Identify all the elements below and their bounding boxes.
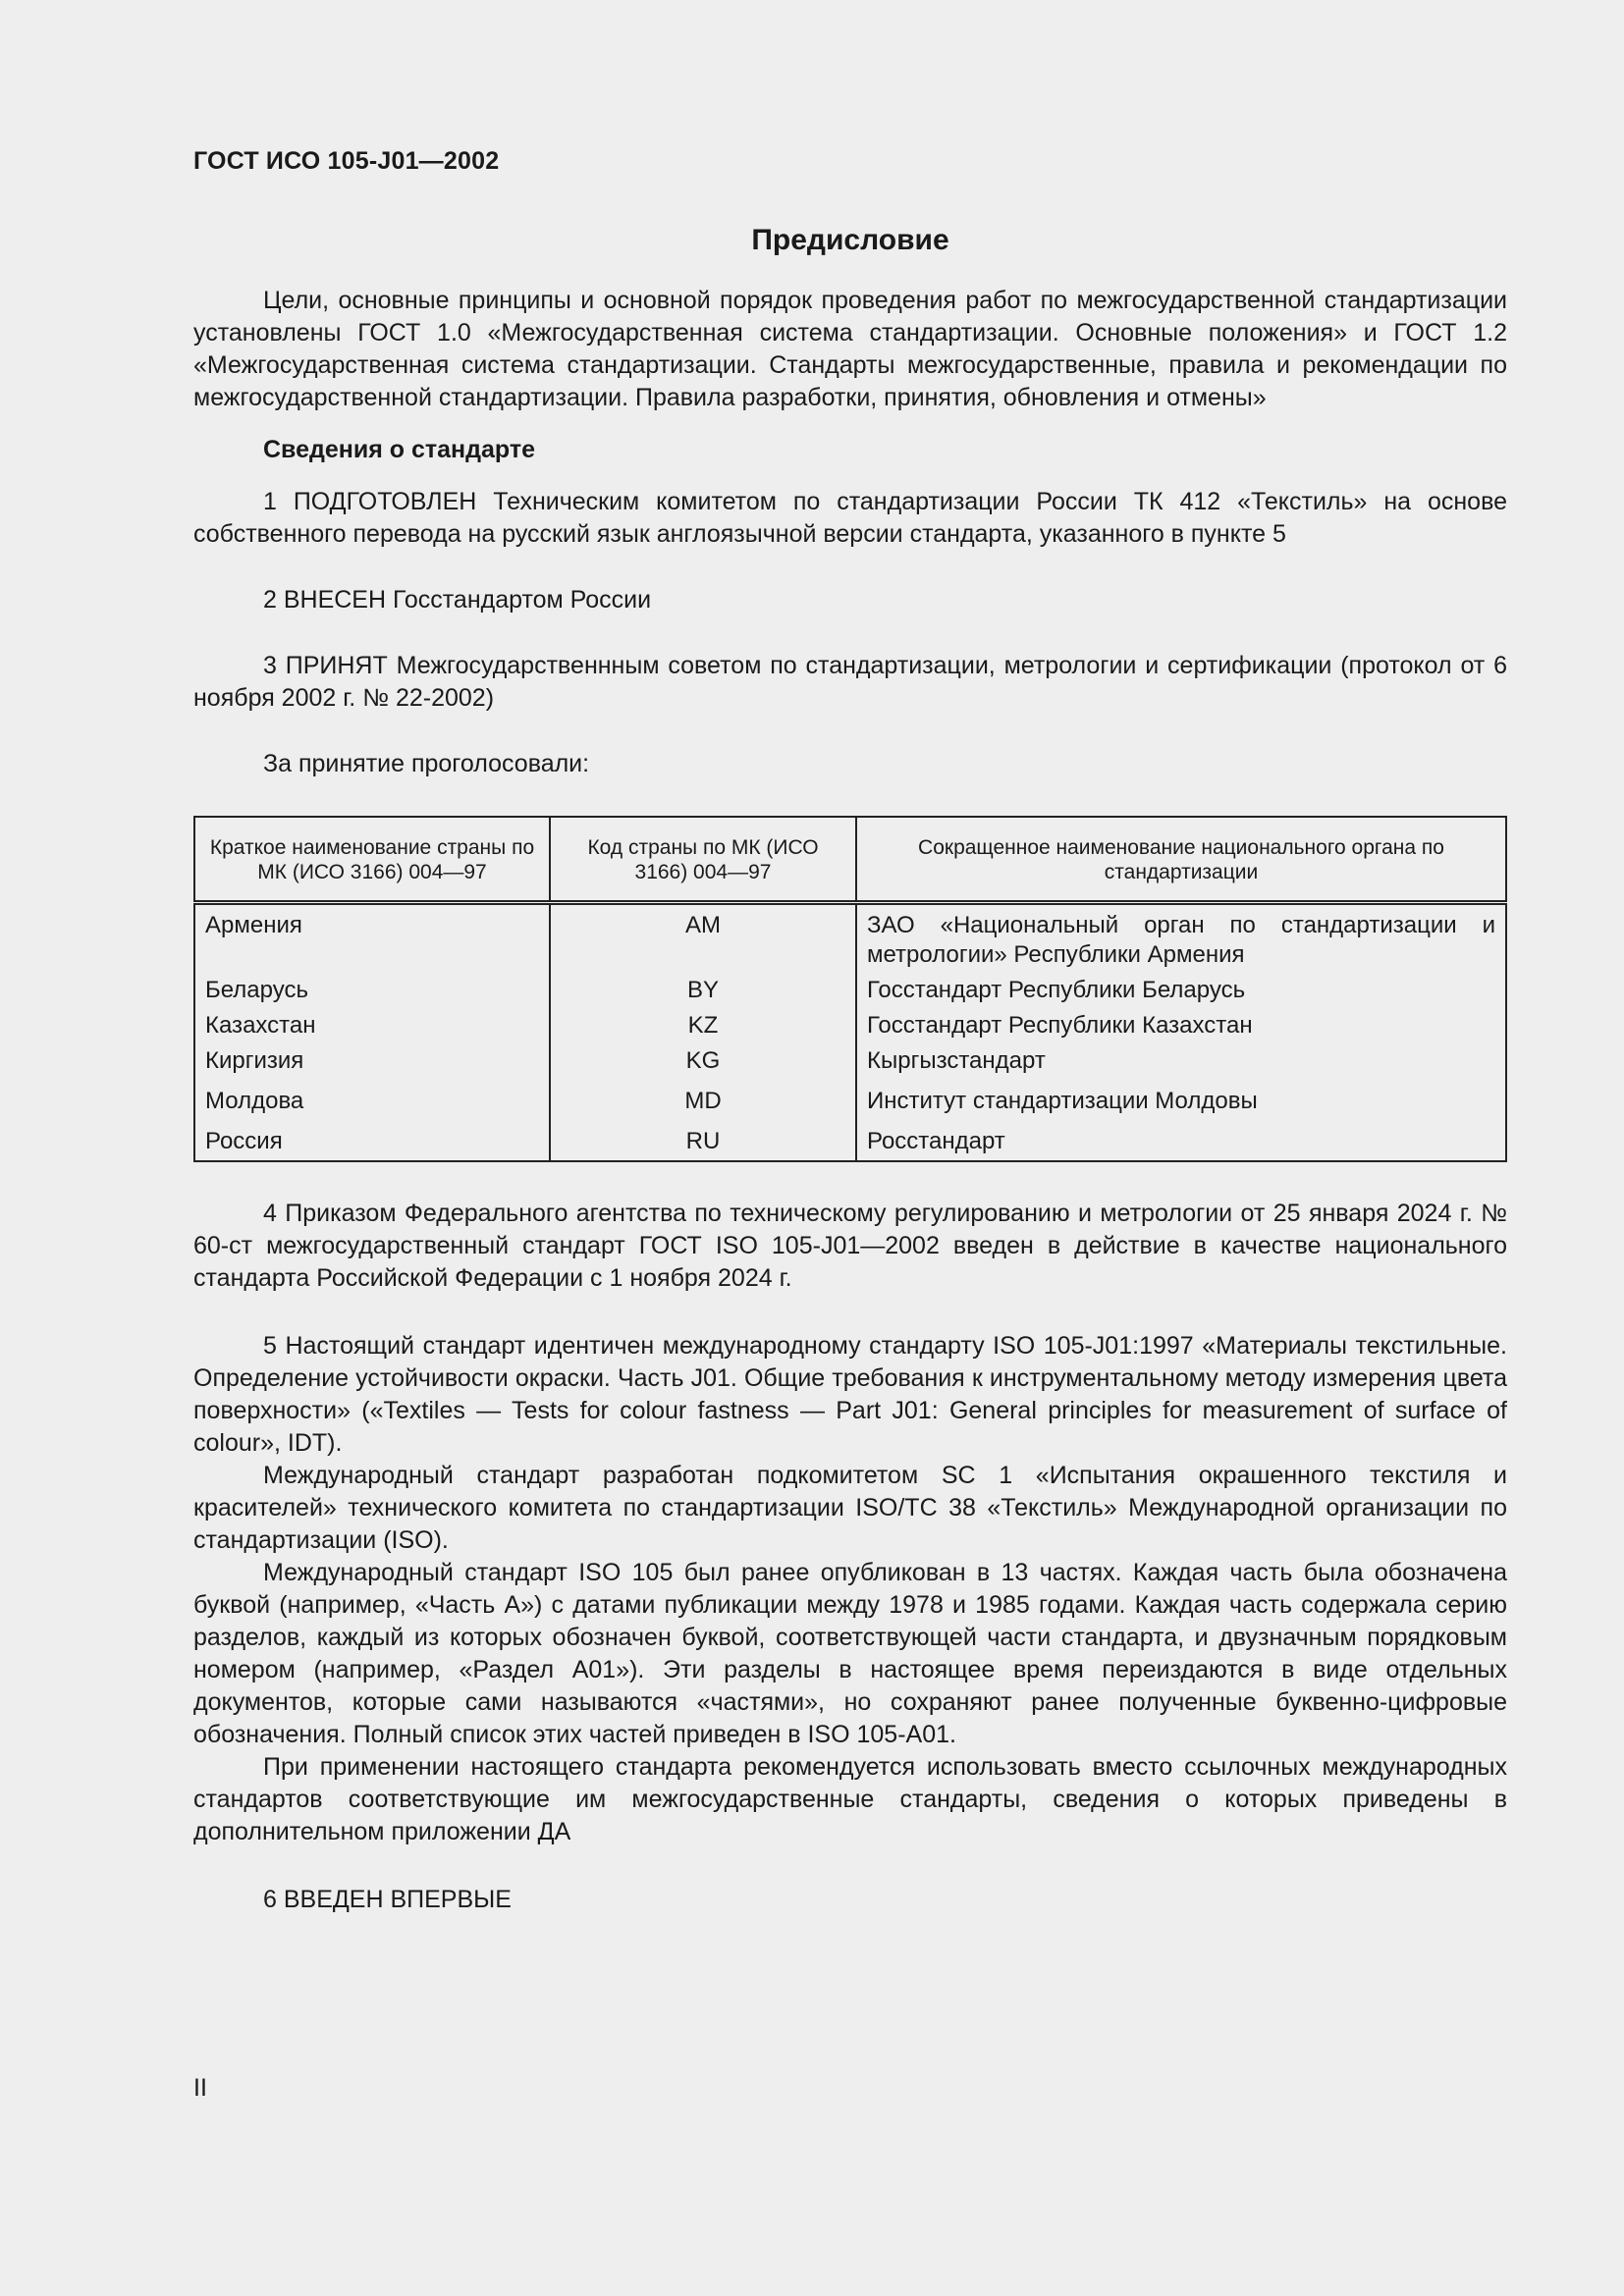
section-heading: Сведения о стандарте: [263, 436, 536, 463]
country-name: Казахстан: [194, 1008, 550, 1043]
country-code: BY: [550, 973, 856, 1008]
country-code: KZ: [550, 1008, 856, 1043]
document-code-header: ГОСТ ИСО 105-J01—2002: [193, 147, 500, 175]
item-1-prepared: 1 ПОДГОТОВЛЕН Техническим комитетом по стандартизации России ТК 412 «Текстиль» на основе собственного перевода на русский язык англоязычной версии стандарта, указанного в пункте 5: [193, 488, 1507, 548]
table-header-row: [194, 817, 1506, 903]
country-table: [193, 816, 1507, 1162]
country-code: MD: [550, 1079, 856, 1119]
country-name: Россия: [194, 1119, 550, 1161]
item-4-enactment: 4 Приказом Федерального агентства по техническому регулированию и метрологии от 25 января 2024 г. № 60-ст межгосударственный стандарт ГОСТ ISO 105-J01—2002 введен в действие в качестве национального стандарта Российской Федерации с 1 ноября 2024 г.: [193, 1200, 1507, 1292]
voted-label: За принятие проголосовали:: [263, 750, 590, 777]
table-row: [194, 1119, 1506, 1161]
country-name: Киргизия: [194, 1043, 550, 1079]
page-title: Предисловие: [751, 224, 949, 256]
item-5-identity: 5 Настоящий стандарт идентичен международному стандарту ISO 105-J01:1997 «Материалы текстильные. Определение устойчивости окраски. Часть J01. Общие требования к инструментальному методу измерения цвета поверхности» («Textiles — Tests for colour fastness — Part J01: General principles for measurement of surface of colour», IDT).: [193, 1332, 1507, 1457]
table-row: [194, 903, 1506, 974]
country-name: Беларусь: [194, 973, 550, 1008]
item-3-adopted: 3 ПРИНЯТ Межгосударственнным советом по стандартизации, метрологии и сертификации (протокол от 6 ноября 2002 г. № 22-2002): [193, 652, 1507, 712]
country-name: Молдова: [194, 1079, 550, 1119]
organization-name: Госстандарт Республики Беларусь: [856, 973, 1506, 1008]
item-5-history: Международный стандарт ISO 105 был ранее опубликован в 13 частях. Каждая часть была обозначена буквой (например, «Часть А») с датами публикации между 1978 и 1985 годами. Каждая часть содержала серию разделов, каждый из которых обозначен буквой, соответствующей части стандарта, и двузначным порядковым номером (например, «Раздел А01»). Эти разделы в настоящее время переиздаются в виде отдельных документов, которые сами называются «частями», но сохраняют ранее полученные буквенно-цифровые обозначения. Полный список этих частей приведен в ISO 105-A01.: [193, 1559, 1507, 1748]
document-body: [193, 285, 1507, 1916]
country-code: KG: [550, 1043, 856, 1079]
column-header-code: Код страны по МК (ИСО 3166) 004—97: [550, 817, 856, 903]
intro-paragraph: Цели, основные принципы и основной порядок проведения работ по межгосударственной стандартизации установлены ГОСТ 1.0 «Межгосударственная система стандартизации. Основные положения» и ГОСТ 1.2 «Межгосударственная система стандартизации. Стандарты межгосударственные, правила и рекомендации по межгосударственной стандартизации. Правила разработки, принятия, обновления и отмены»: [193, 287, 1507, 411]
column-header-country: Краткое наименование страны по МК (ИСО 3166) 004—97: [194, 817, 550, 903]
item-2-introduced: 2 ВНЕСЕН Госстандартом России: [263, 586, 652, 614]
item-5-application: При применении настоящего стандарта рекомендуется использовать вместо ссылочных международных стандартов соответствующие им межгосударственные стандарты, сведения о которых приведены в дополнительном приложении ДА: [193, 1753, 1507, 1845]
country-code: RU: [550, 1119, 856, 1161]
country-name: Армения: [194, 903, 550, 974]
page-number: II: [193, 2074, 207, 2102]
country-code: AM: [550, 903, 856, 974]
table-row: [194, 1008, 1506, 1043]
column-header-organization: Сокращенное наименование национального органа по стандартизации: [856, 817, 1506, 903]
table-row: [194, 1043, 1506, 1079]
organization-name: Институт стандартизации Молдовы: [856, 1079, 1506, 1119]
item-6-first-introduced: 6 ВВЕДЕН ВПЕРВЫЕ: [263, 1886, 512, 1913]
organization-name: Госстандарт Республики Казахстан: [856, 1008, 1506, 1043]
organization-name: Росстандарт: [856, 1119, 1506, 1161]
organization-name: Кыргызстандарт: [856, 1043, 1506, 1079]
table-row: [194, 1079, 1506, 1119]
item-5-developer: Международный стандарт разработан подкомитетом SC 1 «Испытания окрашенного текстиля и красителей» технического комитета по стандартизации ISO/TC 38 «Текстиль» Международной организации по стандартизации (ISO).: [193, 1462, 1507, 1554]
table-row: [194, 973, 1506, 1008]
organization-name: ЗАО «Национальный орган по стандартизации и метрологии» Республики Армения: [856, 903, 1506, 974]
